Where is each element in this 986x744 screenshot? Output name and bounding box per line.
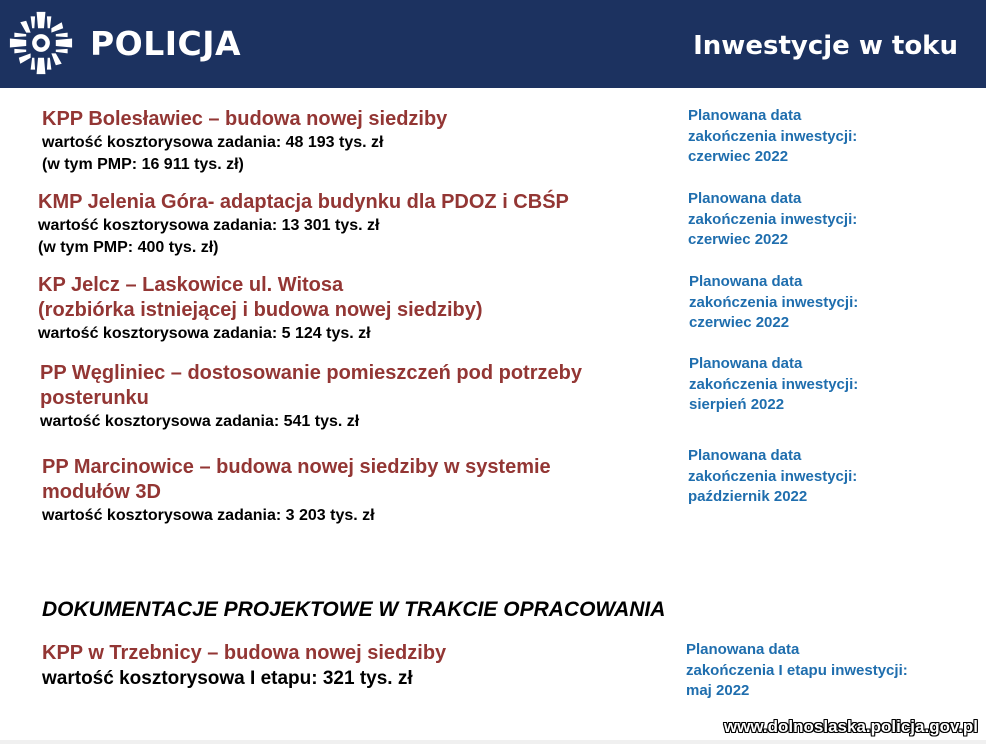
investment-title-continued: modułów 3D xyxy=(42,481,161,503)
footer-website-url: www.dolnoslaska.policja.gov.pl xyxy=(723,717,978,736)
completion-date-block xyxy=(688,189,968,251)
brand-wordmark: POLICJA xyxy=(90,24,242,63)
date-label: Planowana data xyxy=(688,107,802,124)
investment-title-continued: (rozbiórka istniejącej i budowa nowej siedziby) xyxy=(38,299,483,321)
date-label: zakończenia inwestycji: xyxy=(688,210,858,228)
completion-date-block xyxy=(686,640,966,702)
completion-date-block xyxy=(689,272,969,334)
investment-item-jelcz-laskowice xyxy=(38,273,658,345)
documentation-title: KPP w Trzebnicy – budowa nowej siedziby xyxy=(42,642,447,664)
date-value: sierpień 2022 xyxy=(689,396,785,413)
investment-title-continued: posterunku xyxy=(40,387,149,409)
date-value: czerwiec 2022 xyxy=(689,314,790,331)
date-label: zakończenia I etapu inwestycji: xyxy=(686,661,908,679)
date-value: czerwiec 2022 xyxy=(688,231,789,248)
investment-item-boleslawiec xyxy=(42,107,662,176)
investment-cost: wartość kosztorysowa zadania: 48 193 tys. zł xyxy=(42,134,384,151)
section-heading: DOKUMENTACJE PROJEKTOWE W TRAKCIE OPRACOWANIA xyxy=(42,598,666,621)
investment-title: PP Węgliniec – dostosowanie pomieszczeń pod potrzeby xyxy=(40,362,582,384)
investment-title: KMP Jelenia Góra- adaptacja budynku dla PDOZ i CBŚP xyxy=(38,191,569,213)
date-label: Planowana data xyxy=(688,447,802,464)
date-label: Planowana data xyxy=(689,273,803,290)
investment-item-wegliniec xyxy=(40,361,660,433)
investment-item-marcinowice xyxy=(42,455,662,527)
date-value: czerwiec 2022 xyxy=(688,148,789,165)
completion-date-block xyxy=(688,106,968,168)
completion-date-block xyxy=(688,446,968,508)
date-label: Planowana data xyxy=(688,190,802,207)
investment-cost: wartość kosztorysowa zadania: 3 203 tys. zł xyxy=(42,507,375,524)
page-title: Inwestycje w toku xyxy=(693,31,958,61)
date-value: maj 2022 xyxy=(686,682,750,699)
date-label: zakończenia inwestycji: xyxy=(689,375,859,393)
documentation-item-trzebnica xyxy=(42,641,662,692)
date-label: zakończenia inwestycji: xyxy=(688,127,858,145)
documentation-cost: wartość kosztorysowa I etapu: 321 tys. zł xyxy=(42,668,413,689)
investment-title: PP Marcinowice – budowa nowej siedziby w systemie xyxy=(42,456,551,478)
date-label: Planowana data xyxy=(686,641,800,658)
investment-cost: wartość kosztorysowa zadania: 541 tys. zł xyxy=(40,413,360,430)
date-label: zakończenia inwestycji: xyxy=(689,293,859,311)
police-star-icon xyxy=(4,6,78,80)
date-label: zakończenia inwestycji: xyxy=(688,467,858,485)
bottom-divider xyxy=(0,740,986,744)
date-value: październik 2022 xyxy=(688,488,808,505)
investment-item-jelenia-gora xyxy=(38,190,658,259)
investment-cost-detail: (w tym PMP: 16 911 tys. zł) xyxy=(42,156,244,173)
completion-date-block xyxy=(689,354,969,416)
investment-cost: wartość kosztorysowa zadania: 13 301 tys. zł xyxy=(38,217,380,234)
investment-cost-detail: (w tym PMP: 400 tys. zł) xyxy=(38,239,219,256)
date-label: Planowana data xyxy=(689,355,803,372)
investment-title: KP Jelcz – Laskowice ul. Witosa xyxy=(38,274,344,296)
investment-cost: wartość kosztorysowa zadania: 5 124 tys. zł xyxy=(38,325,371,342)
investment-title: KPP Bolesławiec – budowa nowej siedziby xyxy=(42,108,448,130)
header-bar xyxy=(0,0,986,88)
